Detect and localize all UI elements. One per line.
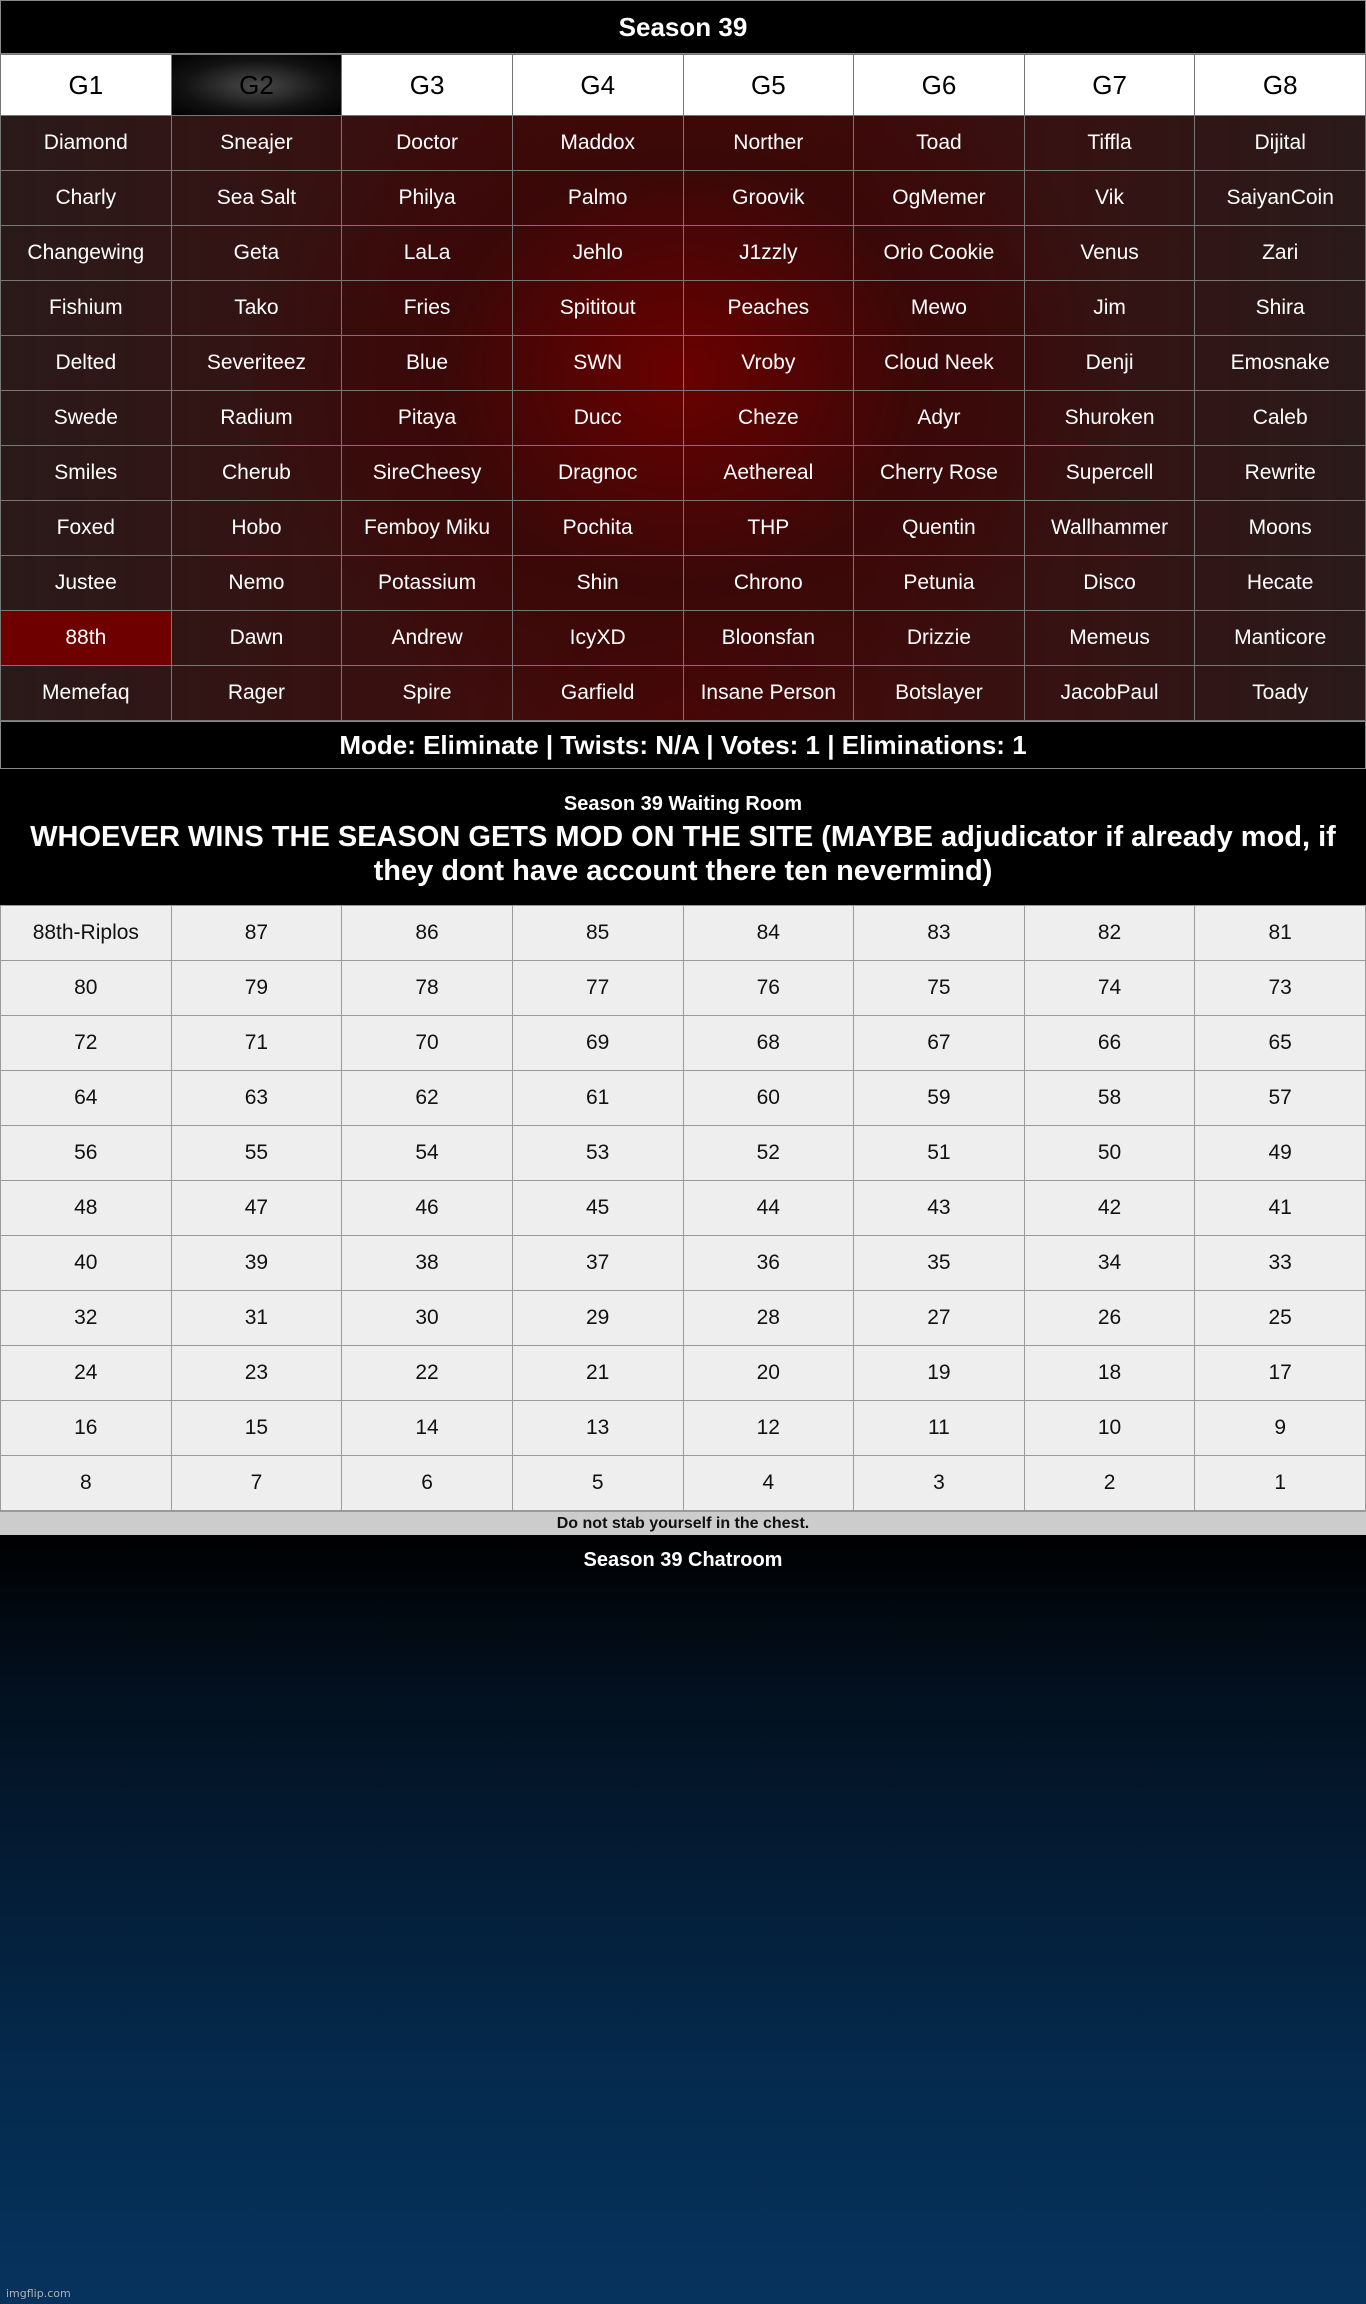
placement-cell: 18 (1024, 1346, 1195, 1401)
contestant-cell: Changewing (1, 226, 172, 281)
contestant-cell: Diamond (1, 116, 172, 171)
placement-cell: 83 (854, 906, 1025, 961)
placement-cell: 68 (683, 1016, 854, 1071)
contestant-cell: Shira (1195, 281, 1366, 336)
contestant-cell: Potassium (342, 556, 513, 611)
contestant-cell: Nemo (171, 556, 342, 611)
contestant-cell: Justee (1, 556, 172, 611)
contestant-cell: Sneajer (171, 116, 342, 171)
contestant-cell: Memeus (1024, 611, 1195, 666)
group-header-g4: G4 (512, 55, 683, 116)
contestant-cell: SaiyanCoin (1195, 171, 1366, 226)
waiting-row (1, 1181, 1366, 1236)
placement-cell: 12 (683, 1401, 854, 1456)
placement-cell: 37 (512, 1236, 683, 1291)
waiting-row (1, 1456, 1366, 1511)
placement-cell: 6 (342, 1456, 513, 1511)
contestant-cell: Palmo (512, 171, 683, 226)
contestant-cell: Disco (1024, 556, 1195, 611)
roster-row (1, 501, 1366, 556)
contestant-cell: Petunia (854, 556, 1025, 611)
placement-cell: 22 (342, 1346, 513, 1401)
waiting-row (1, 906, 1366, 961)
group-header-g2: G2 (171, 55, 342, 116)
placement-cell: 70 (342, 1016, 513, 1071)
waiting-room-notice: WHOEVER WINS THE SEASON GETS MOD ON THE SITE (MAYBE adjudicator if already mod, if they dont have account there ten nevermind) (30, 821, 1336, 887)
placement-cell: 51 (854, 1126, 1025, 1181)
placement-cell: 71 (171, 1016, 342, 1071)
contestant-cell: Groovik (683, 171, 854, 226)
placement-cell: 15 (171, 1401, 342, 1456)
placement-cell: 30 (342, 1291, 513, 1346)
placement-cell: 44 (683, 1181, 854, 1236)
contestant-cell: SireCheesy (342, 446, 513, 501)
placement-cell: 78 (342, 961, 513, 1016)
placement-cell: 27 (854, 1291, 1025, 1346)
placement-cell: 77 (512, 961, 683, 1016)
contestant-cell: Botslayer (854, 666, 1025, 721)
contestant-cell: OgMemer (854, 171, 1025, 226)
contestant-cell: Dragnoc (512, 446, 683, 501)
waiting-row (1, 1236, 1366, 1291)
contestant-cell: Rewrite (1195, 446, 1366, 501)
placement-cell: 24 (1, 1346, 172, 1401)
contestant-cell: Norther (683, 116, 854, 171)
waiting-row (1, 1071, 1366, 1126)
placement-cell: 45 (512, 1181, 683, 1236)
contestant-cell: Supercell (1024, 446, 1195, 501)
placement-cell: 79 (171, 961, 342, 1016)
watermark: imgflip.com (6, 2287, 71, 2300)
contestant-cell: SWN (512, 336, 683, 391)
contestant-cell: Denji (1024, 336, 1195, 391)
placement-cell: 25 (1195, 1291, 1366, 1346)
roster-row (1, 391, 1366, 446)
contestant-cell: Femboy Miku (342, 501, 513, 556)
placement-cell: 34 (1024, 1236, 1195, 1291)
contestant-cell: Peaches (683, 281, 854, 336)
contestant-cell: Andrew (342, 611, 513, 666)
contestant-cell: Moons (1195, 501, 1366, 556)
mode-status-bar: Mode: Eliminate | Twists: N/A | Votes: 1 | Eliminations: 1 (0, 721, 1366, 769)
contestant-cell: Delted (1, 336, 172, 391)
placement-cell: 3 (854, 1456, 1025, 1511)
placement-cell: 26 (1024, 1291, 1195, 1346)
contestant-cell: Orio Cookie (854, 226, 1025, 281)
waiting-room-caption: Do not stab yourself in the chest. (0, 1511, 1366, 1536)
placement-cell: 56 (1, 1126, 172, 1181)
placement-cell: 5 (512, 1456, 683, 1511)
placement-cell: 8 (1, 1456, 172, 1511)
contestant-cell: Hecate (1195, 556, 1366, 611)
contestant-cell: Mewo (854, 281, 1025, 336)
placement-cell: 47 (171, 1181, 342, 1236)
contestant-cell: Dijital (1195, 116, 1366, 171)
placement-cell: 80 (1, 961, 172, 1016)
placement-cell: 84 (683, 906, 854, 961)
placement-cell: 28 (683, 1291, 854, 1346)
placement-cell: 33 (1195, 1236, 1366, 1291)
placement-cell: 38 (342, 1236, 513, 1291)
placement-cell: 69 (512, 1016, 683, 1071)
contestant-cell: Sea Salt (171, 171, 342, 226)
contestant-cell: Dawn (171, 611, 342, 666)
contestant-cell: 88th (1, 611, 172, 666)
roster-row (1, 116, 1366, 171)
roster-table (0, 54, 1366, 721)
contestant-cell: Emosnake (1195, 336, 1366, 391)
placement-cell: 40 (1, 1236, 172, 1291)
placement-cell: 67 (854, 1016, 1025, 1071)
placement-cell: 36 (683, 1236, 854, 1291)
placement-cell: 21 (512, 1346, 683, 1401)
group-header-g7: G7 (1024, 55, 1195, 116)
contestant-cell: Tako (171, 281, 342, 336)
placement-cell: 82 (1024, 906, 1195, 961)
contestant-cell: JacobPaul (1024, 666, 1195, 721)
contestant-cell: Memefaq (1, 666, 172, 721)
season-title: Season 39 (0, 0, 1366, 54)
placement-cell: 29 (512, 1291, 683, 1346)
placement-cell: 58 (1024, 1071, 1195, 1126)
placement-cell: 49 (1195, 1126, 1366, 1181)
placement-cell: 61 (512, 1071, 683, 1126)
contestant-cell: Cherry Rose (854, 446, 1025, 501)
contestant-cell: Geta (171, 226, 342, 281)
contestant-cell: Chrono (683, 556, 854, 611)
waiting-row (1, 961, 1366, 1016)
contestant-cell: Rager (171, 666, 342, 721)
placement-cell: 48 (1, 1181, 172, 1236)
contestant-cell: Swede (1, 391, 172, 446)
contestant-cell: Shuroken (1024, 391, 1195, 446)
contestant-cell: Bloonsfan (683, 611, 854, 666)
contestant-cell: Drizzie (854, 611, 1025, 666)
waiting-row (1, 1401, 1366, 1456)
chatroom-title: Season 39 Chatroom (583, 1549, 783, 1571)
contestant-cell: Toady (1195, 666, 1366, 721)
group-header-g5: G5 (683, 55, 854, 116)
contestant-cell: Hobo (171, 501, 342, 556)
contestant-cell: Fries (342, 281, 513, 336)
roster-row (1, 281, 1366, 336)
placement-cell: 43 (854, 1181, 1025, 1236)
placement-cell: 85 (512, 906, 683, 961)
placement-cell: 65 (1195, 1016, 1366, 1071)
placement-cell: 32 (1, 1291, 172, 1346)
group-header-g1: G1 (1, 55, 172, 116)
contestant-cell: Shin (512, 556, 683, 611)
contestant-cell: Zari (1195, 226, 1366, 281)
group-header-g8: G8 (1195, 55, 1366, 116)
contestant-cell: Doctor (342, 116, 513, 171)
contestant-cell: LaLa (342, 226, 513, 281)
contestant-cell: Toad (854, 116, 1025, 171)
group-header-row (1, 55, 1366, 116)
placement-cell: 57 (1195, 1071, 1366, 1126)
placement-cell: 41 (1195, 1181, 1366, 1236)
roster-panel (0, 54, 1366, 721)
contestant-cell: Charly (1, 171, 172, 226)
placement-cell: 16 (1, 1401, 172, 1456)
contestant-cell: Pitaya (342, 391, 513, 446)
placement-cell: 59 (854, 1071, 1025, 1126)
placement-cell: 13 (512, 1401, 683, 1456)
placement-cell: 55 (171, 1126, 342, 1181)
placement-cell: 75 (854, 961, 1025, 1016)
waiting-row (1, 1126, 1366, 1181)
roster-row (1, 556, 1366, 611)
contestant-cell: Blue (342, 336, 513, 391)
roster-row (1, 336, 1366, 391)
placement-cell: 17 (1195, 1346, 1366, 1401)
contestant-cell: Manticore (1195, 611, 1366, 666)
contestant-cell: Maddox (512, 116, 683, 171)
contestant-cell: Severiteez (171, 336, 342, 391)
placement-cell: 86 (342, 906, 513, 961)
placement-cell: 10 (1024, 1401, 1195, 1456)
roster-row (1, 226, 1366, 281)
placement-cell: 35 (854, 1236, 1025, 1291)
group-header-g6: G6 (854, 55, 1025, 116)
contestant-cell: Jehlo (512, 226, 683, 281)
roster-row (1, 611, 1366, 666)
contestant-cell: Cheze (683, 391, 854, 446)
contestant-cell: Cherub (171, 446, 342, 501)
placement-cell: 20 (683, 1346, 854, 1401)
contestant-cell: Foxed (1, 501, 172, 556)
placement-cell: 81 (1195, 906, 1366, 961)
contestant-cell: Fishium (1, 281, 172, 336)
placement-cell: 2 (1024, 1456, 1195, 1511)
placement-cell: 19 (854, 1346, 1025, 1401)
placement-cell: 66 (1024, 1016, 1195, 1071)
contestant-cell: Cloud Neek (854, 336, 1025, 391)
placement-cell: 73 (1195, 961, 1366, 1016)
contestant-cell: Tiffla (1024, 116, 1195, 171)
contestant-cell: IcyXD (512, 611, 683, 666)
placement-cell: 62 (342, 1071, 513, 1126)
placement-cell: 1 (1195, 1456, 1366, 1511)
contestant-cell: Quentin (854, 501, 1025, 556)
placement-cell: 88th-Riplos (1, 906, 172, 961)
placement-cell: 23 (171, 1346, 342, 1401)
group-header-g3: G3 (342, 55, 513, 116)
placement-cell: 54 (342, 1126, 513, 1181)
roster-row (1, 666, 1366, 721)
waiting-row (1, 1346, 1366, 1401)
placement-cell: 46 (342, 1181, 513, 1236)
waiting-room-title: Season 39 Waiting Room (563, 793, 803, 815)
contestant-cell: Venus (1024, 226, 1195, 281)
contestant-cell: Caleb (1195, 391, 1366, 446)
placement-cell: 72 (1, 1016, 172, 1071)
placement-cell: 50 (1024, 1126, 1195, 1181)
contestant-cell: Jim (1024, 281, 1195, 336)
contestant-cell: Adyr (854, 391, 1025, 446)
waiting-row (1, 1291, 1366, 1346)
placement-cell: 11 (854, 1401, 1025, 1456)
placement-cell: 31 (171, 1291, 342, 1346)
contestant-cell: Insane Person (683, 666, 854, 721)
placement-cell: 14 (342, 1401, 513, 1456)
chatroom-panel (0, 1535, 1366, 2304)
roster-row (1, 171, 1366, 226)
waiting-room-header (0, 769, 1366, 905)
contestant-cell: Philya (342, 171, 513, 226)
placement-cell: 64 (1, 1071, 172, 1126)
contestant-cell: Aethereal (683, 446, 854, 501)
placement-cell: 63 (171, 1071, 342, 1126)
contestant-cell: Radium (171, 391, 342, 446)
placement-cell: 74 (1024, 961, 1195, 1016)
placement-cell: 42 (1024, 1181, 1195, 1236)
placement-cell: 53 (512, 1126, 683, 1181)
contestant-cell: Spititout (512, 281, 683, 336)
placement-cell: 9 (1195, 1401, 1366, 1456)
placement-cell: 7 (171, 1456, 342, 1511)
contestant-cell: THP (683, 501, 854, 556)
waiting-room-table (0, 905, 1366, 1511)
contestant-cell: Garfield (512, 666, 683, 721)
contestant-cell: Wallhammer (1024, 501, 1195, 556)
contestant-cell: Vroby (683, 336, 854, 391)
placement-cell: 52 (683, 1126, 854, 1181)
waiting-row (1, 1016, 1366, 1071)
contestant-cell: Ducc (512, 391, 683, 446)
placement-cell: 39 (171, 1236, 342, 1291)
placement-cell: 87 (171, 906, 342, 961)
roster-row (1, 446, 1366, 501)
contestant-cell: Spire (342, 666, 513, 721)
contestant-cell: J1zzly (683, 226, 854, 281)
contestant-cell: Pochita (512, 501, 683, 556)
contestant-cell: Vik (1024, 171, 1195, 226)
contestant-cell: Smiles (1, 446, 172, 501)
placement-cell: 60 (683, 1071, 854, 1126)
placement-cell: 4 (683, 1456, 854, 1511)
placement-cell: 76 (683, 961, 854, 1016)
